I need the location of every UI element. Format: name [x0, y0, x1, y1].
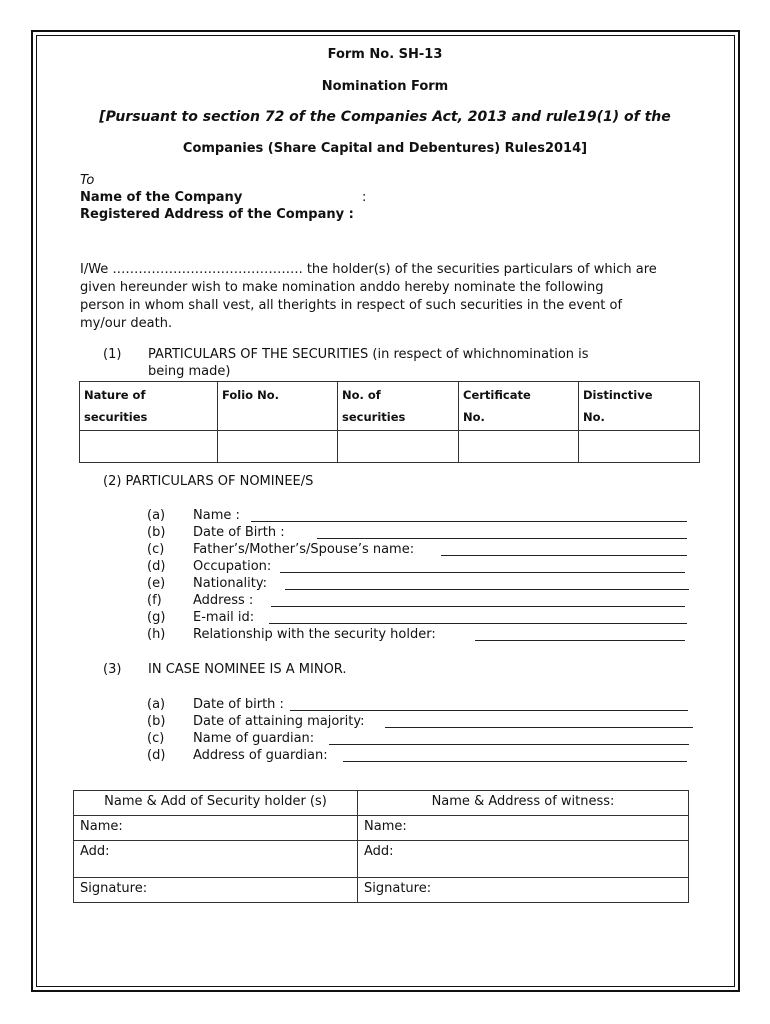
minor-section-heading: IN CASE NOMINEE IS A MINOR. [148, 662, 347, 677]
item-text: Nationality: [193, 576, 268, 591]
item-label: (d) [147, 748, 166, 763]
witness-name-cell[interactable]: Name: [358, 816, 689, 841]
minor-dob-input-line[interactable] [290, 710, 688, 711]
securities-table-header-row [80, 382, 700, 431]
declaration-line: I/We …………………………………….. the holder(s) of the securities particulars of which are [80, 262, 657, 277]
item-text: Name of guardian: [193, 731, 315, 746]
occupation-input-line[interactable] [280, 572, 685, 573]
table-cell[interactable] [218, 431, 338, 463]
item-text: Father’s/Mother’s/Spouse’s name: [193, 542, 415, 557]
dob-input-line[interactable] [317, 538, 687, 539]
form-title: Nomination Form [321, 79, 449, 94]
item-label: (c) [147, 731, 165, 746]
pursuant-line-2: Companies (Share Capital and Debentures) Rules2014] [182, 141, 588, 156]
address-input-line[interactable] [271, 606, 685, 607]
securities-heading-line-2: being made) [148, 364, 231, 379]
guardian-address-input-line[interactable] [343, 761, 687, 762]
holder-address-cell[interactable]: Add: [74, 841, 358, 878]
declaration-line: my/our death. [80, 316, 173, 331]
column-header-folio: Folio No. [218, 382, 338, 431]
signature-table-signature-row [74, 878, 689, 903]
email-input-line[interactable] [269, 623, 687, 624]
name-input-line[interactable] [251, 521, 687, 522]
securities-section-number: (1) [103, 347, 122, 362]
parent-spouse-input-line[interactable] [441, 555, 687, 556]
item-label: (c) [147, 542, 165, 557]
form-number: Form No. SH-13 [327, 47, 443, 62]
column-header-nature: Nature of securities [80, 382, 218, 431]
securities-table [79, 381, 700, 463]
securities-table-row [80, 431, 700, 463]
declaration-line: given hereunder wish to make nomination anddo hereby nominate the following [80, 280, 604, 295]
to-label: To [80, 173, 95, 188]
item-text: Name : [193, 508, 240, 523]
item-text: Relationship with the security holder: [193, 627, 436, 642]
relationship-input-line[interactable] [475, 640, 685, 641]
item-label: (f) [147, 593, 162, 608]
item-label: (g) [147, 610, 166, 625]
signature-table-header-row [74, 791, 689, 816]
table-cell[interactable] [459, 431, 579, 463]
witness-signature-cell[interactable]: Signature: [358, 878, 689, 903]
registered-address-label: Registered Address of the Company : [80, 207, 354, 222]
nationality-input-line[interactable] [285, 589, 689, 590]
table-cell[interactable] [338, 431, 459, 463]
witness-header: Name & Address of witness: [358, 791, 689, 816]
company-name-colon: : [362, 190, 367, 205]
table-cell[interactable] [80, 431, 218, 463]
item-label: (a) [147, 697, 166, 712]
column-header-certificate: Certificate No. [459, 382, 579, 431]
pursuant-line-1: [Pursuant to section 72 of the Companies Act, 2013 and rule19(1) of the [99, 109, 671, 125]
item-label: (b) [147, 714, 166, 729]
witness-address-cell[interactable]: Add: [358, 841, 689, 878]
item-text: Date of attaining majority: [193, 714, 365, 729]
nominee-section-heading: (2) PARTICULARS OF NOMINEE/S [103, 474, 314, 489]
holder-signature-cell[interactable]: Signature: [74, 878, 358, 903]
majority-input-line[interactable] [385, 727, 693, 728]
table-cell[interactable] [579, 431, 700, 463]
item-text: Date of birth : [193, 697, 284, 712]
declaration-paragraph [80, 261, 692, 333]
signature-table [73, 790, 689, 903]
company-name-label: Name of the Company [80, 190, 243, 205]
item-label: (h) [147, 627, 166, 642]
column-header-number-of-securities: No. of securities [338, 382, 459, 431]
holder-name-cell[interactable]: Name: [74, 816, 358, 841]
item-text: Address : [193, 593, 254, 608]
item-label: (a) [147, 508, 166, 523]
item-label: (b) [147, 525, 166, 540]
signature-table-address-row [74, 841, 689, 878]
item-label: (e) [147, 576, 166, 591]
item-text: Date of Birth : [193, 525, 285, 540]
column-header-distinctive: Distinctive No. [579, 382, 700, 431]
item-text: Occupation: [193, 559, 272, 574]
securities-heading-line-1: PARTICULARS OF THE SECURITIES (in respect of whichnomination is [148, 347, 589, 362]
item-label: (d) [147, 559, 166, 574]
item-text: Address of guardian: [193, 748, 328, 763]
item-text: E-mail id: [193, 610, 255, 625]
holder-header: Name & Add of Security holder (s) [74, 791, 358, 816]
guardian-name-input-line[interactable] [329, 744, 689, 745]
declaration-line: person in whom shall vest, all therights in respect of such securities in the event of [80, 298, 623, 313]
signature-table-name-row [74, 816, 689, 841]
minor-section-number: (3) [103, 662, 122, 677]
